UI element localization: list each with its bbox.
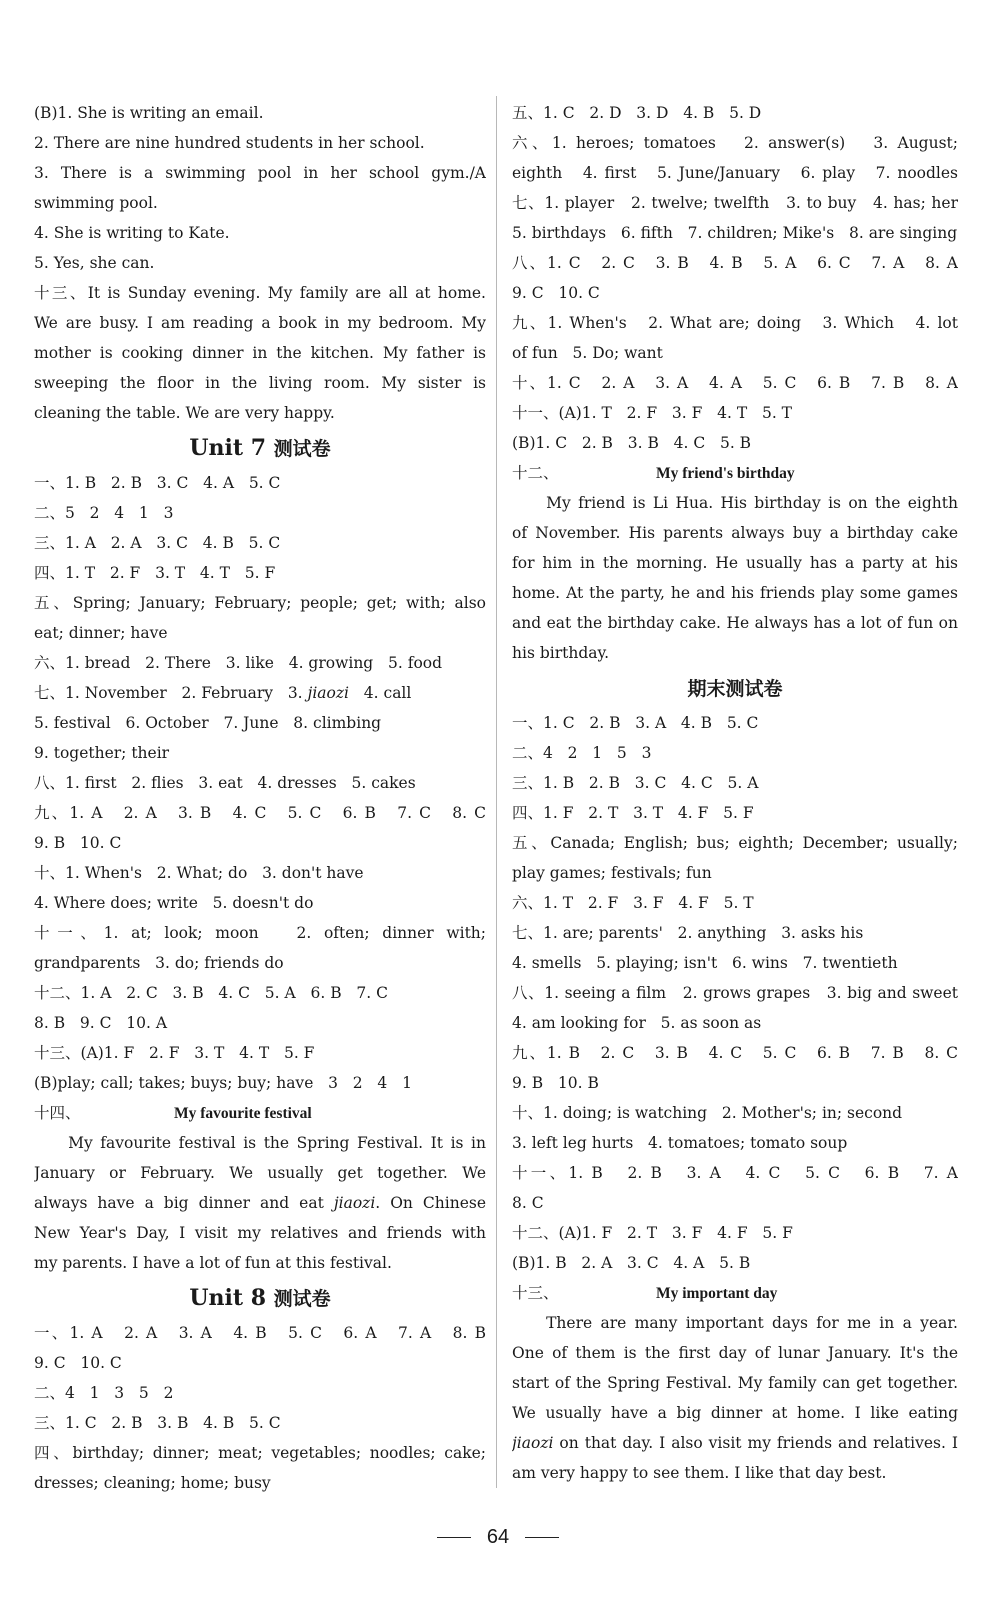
text-line-justified (512, 248, 958, 278)
text-segment: 二、4 1 3 5 2 (34, 1384, 174, 1402)
text-line (512, 398, 958, 428)
text-segment: 九、1. A 2. A 3. B 4. C 5. C 6. B 7. C 8. C (34, 804, 486, 822)
text-line (34, 738, 486, 768)
section-title-unit: Unit 7 (189, 435, 274, 461)
text-segment: 十三、It is Sunday evening. My family are all at home. (34, 284, 486, 302)
text-line (512, 278, 958, 308)
section-title (34, 428, 486, 468)
text-line (512, 948, 958, 978)
section-title (512, 668, 958, 708)
text-line (34, 888, 486, 918)
text-segment: home. At the party, he and his friends play some games (512, 584, 958, 602)
section-title-cn: 测试卷 (273, 438, 331, 460)
text-line (512, 428, 958, 458)
text-line (34, 398, 486, 428)
text-line (34, 678, 486, 708)
text-line-justified (34, 308, 486, 338)
text-line-justified (34, 158, 486, 188)
text-line-justified (512, 1308, 958, 1338)
text-segment: and eat the birthday cake. He always has a lot of fun on (512, 614, 958, 632)
text-line (34, 128, 486, 158)
text-line-justified (34, 918, 486, 948)
text-line (512, 1458, 958, 1488)
essay-title: My favourite festival (174, 1105, 312, 1122)
text-segment: of November. His parents always buy a birthday cake (512, 524, 958, 542)
text-line (512, 98, 958, 128)
text-segment: 七、1. are; parents' 2. anything 3. asks his (512, 924, 864, 942)
text-segment: (B)1. She is writing an email. (34, 104, 264, 122)
text-line (34, 1468, 486, 1498)
text-line (512, 218, 958, 248)
text-segment: 三、1. A 2. A 3. C 4. B 5. C (34, 534, 281, 552)
section-title (34, 1278, 486, 1318)
text-segment: 十、1. When's 2. What; do 3. don't have (34, 864, 364, 882)
text-line (34, 248, 486, 278)
text-segment: 一、1. A 2. A 3. A 4. B 5. C 6. A 7. A 8. B (34, 1324, 486, 1342)
text-line-justified (512, 308, 958, 338)
text-segment: . On Chinese (375, 1194, 486, 1212)
text-segment: 四、1. F 2. T 3. T 4. F 5. F (512, 804, 754, 822)
text-segment: We are busy. I am reading a book in my bedroom. My (34, 314, 486, 332)
text-line (34, 558, 486, 588)
left-column (34, 98, 486, 1498)
text-segment: (B)play; call; takes; buys; buy; have 3 2 4 1 (34, 1074, 412, 1092)
text-line-justified (512, 1368, 958, 1398)
text-line-justified (34, 1188, 486, 1218)
text-line (34, 948, 486, 978)
section-title-unit: Unit 8 (189, 1285, 274, 1311)
text-line-justified (512, 1158, 958, 1188)
text-segment: 5. Yes, she can. (34, 254, 155, 272)
text-line (34, 1248, 486, 1278)
text-segment: There are many important days for me in a year. (546, 1314, 958, 1332)
text-segment: (B)1. C 2. B 3. B 4. C 5. B (512, 434, 752, 452)
text-segment: 三、1. C 2. B 3. B 4. B 5. C (34, 1414, 281, 1432)
text-segment: cleaning the table. We are very happy. (34, 404, 335, 422)
text-line-justified (512, 1338, 958, 1368)
right-column (512, 98, 958, 1488)
text-segment: am very happy to see them. I like that day best. (512, 1464, 887, 1482)
text-segment: 4. smells 5. playing; isn't 6. wins 7. twentieth (512, 954, 898, 972)
text-line (512, 738, 958, 768)
text-line (34, 498, 486, 528)
text-line-justified (512, 368, 958, 398)
text-segment: 十二、1. A 2. C 3. B 4. C 5. A 6. B 7. C (34, 984, 388, 1002)
text-segment: January or February. We usually get together. We (34, 1164, 486, 1182)
text-segment: 四、birthday; dinner; meat; vegetables; noodles; cake; (34, 1444, 486, 1462)
italic-word: jiaozi (512, 1434, 554, 1452)
text-line (512, 798, 958, 828)
text-segment: 六、1. heroes; tomatoes 2. answer(s) 3. August; (512, 134, 958, 152)
text-segment: my parents. I have a lot of fun at this festival. (34, 1254, 392, 1272)
footer-dash-right (525, 1537, 559, 1538)
text-segment: 七、1. November 2. February 3. (34, 684, 308, 702)
text-line (512, 1098, 958, 1128)
essay-title: My important day (656, 1285, 778, 1302)
text-segment: New Year's Day, I visit my relatives and friends with (34, 1224, 486, 1242)
text-segment: 八、1. first 2. flies 3. eat 4. dresses 5. cakes (34, 774, 416, 792)
text-line-justified (512, 578, 958, 608)
text-segment: 四、1. T 2. F 3. T 4. T 5. F (34, 564, 276, 582)
text-segment: 4. call (349, 684, 412, 702)
text-segment: 九、1. B 2. C 3. B 4. C 5. C 6. B 7. B 8. C (512, 1044, 958, 1062)
text-segment: My friend is Li Hua. His birthday is on the eighth (546, 494, 958, 512)
text-segment: dresses; cleaning; home; busy (34, 1474, 271, 1492)
text-line (512, 1068, 958, 1098)
text-segment: 十一、1. B 2. B 3. A 4. C 5. C 6. B 7. A (512, 1164, 958, 1182)
text-segment: 9. together; their (34, 744, 170, 762)
essay-heading (34, 1098, 486, 1128)
essay-heading (512, 458, 958, 488)
text-line (512, 858, 958, 888)
text-segment: sweeping the floor in the living room. My sister is (34, 374, 486, 392)
text-line-justified (34, 338, 486, 368)
text-line (34, 1378, 486, 1408)
text-segment: 九、1. When's 2. What are; doing 3. Which 4. lot (512, 314, 958, 332)
text-line-justified (34, 1438, 486, 1468)
column-divider (496, 96, 497, 1488)
text-segment: 五、Canada; English; bus; eighth; December; usually; (512, 834, 958, 852)
page-number: 64 (486, 1526, 510, 1548)
text-segment: 2. There are nine hundred students in her school. (34, 134, 425, 152)
text-line (512, 768, 958, 798)
text-line-justified (512, 188, 958, 218)
text-line (34, 768, 486, 798)
text-line (34, 828, 486, 858)
text-segment: 3. left leg hurts 4. tomatoes; tomato soup (512, 1134, 848, 1152)
text-segment: 一、1. C 2. B 3. A 4. B 5. C (512, 714, 759, 732)
text-segment: 六、1. bread 2. There 3. like 4. growing 5. food (34, 654, 443, 672)
text-line (34, 858, 486, 888)
text-line (34, 708, 486, 738)
text-line-justified (512, 548, 958, 578)
text-line (512, 1218, 958, 1248)
text-segment: 4. Where does; write 5. doesn't do (34, 894, 314, 912)
section-title-cn: 测试卷 (273, 1288, 331, 1310)
text-segment: 8. C (512, 1194, 544, 1212)
text-line (34, 218, 486, 248)
text-segment: 五、Spring; January; February; people; get; with; also (34, 594, 486, 612)
text-segment: of fun 5. Do; want (512, 344, 663, 362)
text-segment: eat; dinner; have (34, 624, 168, 642)
section-title-cn: 期末测试卷 (687, 678, 783, 700)
text-line-justified (34, 588, 486, 618)
text-segment: 六、1. T 2. F 3. F 4. F 5. T (512, 894, 754, 912)
text-segment: One of them is the first day of lunar January. It's the (512, 1344, 958, 1362)
text-line-justified (34, 278, 486, 308)
text-segment: his birthday. (512, 644, 610, 662)
text-line (34, 618, 486, 648)
text-line (34, 1408, 486, 1438)
text-line-justified (512, 1038, 958, 1068)
text-segment: 9. B 10. B (512, 1074, 599, 1092)
text-line (512, 638, 958, 668)
text-segment: 三、1. B 2. B 3. C 4. C 5. A (512, 774, 759, 792)
text-segment: 十二、(A)1. F 2. T 3. F 4. F 5. F (512, 1224, 793, 1242)
text-line (34, 978, 486, 1008)
text-line (512, 338, 958, 368)
text-line-justified (512, 518, 958, 548)
essay-number: 十三、 (512, 1284, 559, 1302)
text-segment: 4. am looking for 5. as soon as (512, 1014, 762, 1032)
text-line-justified (34, 368, 486, 398)
italic-word: jiaozi (307, 684, 350, 702)
essay-number: 十二、 (512, 464, 559, 482)
text-segment: on that day. I also visit my friends and relatives. I (553, 1434, 958, 1452)
text-line (512, 888, 958, 918)
text-segment: swimming pool. (34, 194, 158, 212)
italic-word: jiaozi (333, 1194, 376, 1212)
text-segment: 五、1. C 2. D 3. D 4. B 5. D (512, 104, 762, 122)
text-segment: 二、5 2 4 1 3 (34, 504, 174, 522)
text-line (34, 1348, 486, 1378)
text-line (512, 918, 958, 948)
text-segment: always have a big dinner and eat (34, 1194, 334, 1212)
text-line-justified (512, 978, 958, 1008)
footer-dash-left (437, 1537, 471, 1538)
essay-heading (512, 1278, 958, 1308)
text-segment: 9. C 10. C (512, 284, 600, 302)
text-line (34, 528, 486, 558)
text-line-justified (512, 488, 958, 518)
page-footer (0, 1526, 996, 1549)
text-segment: eighth 4. first 5. June/January 6. play 7. noodles (512, 164, 958, 182)
text-segment: 3. There is a swimming pool in her school gym./A (34, 164, 486, 182)
text-line (34, 1008, 486, 1038)
text-line-justified (34, 1218, 486, 1248)
text-segment: 4. She is writing to Kate. (34, 224, 230, 242)
text-line-justified (512, 128, 958, 158)
text-segment: 8. B 9. C 10. A (34, 1014, 168, 1032)
text-segment: 5. birthdays 6. fifth 7. children; Mike's 8. are singing (512, 224, 958, 242)
text-line-justified (34, 1158, 486, 1188)
text-line (512, 1008, 958, 1038)
text-segment: for him in the morning. He usually has a party at his (512, 554, 958, 572)
text-segment: 9. B 10. C (34, 834, 122, 852)
text-segment: 十一、1. at; look; moon 2. often; dinner with; (34, 924, 486, 942)
text-line (34, 188, 486, 218)
text-segment: We usually have a big dinner at home. I like eating (512, 1404, 958, 1422)
text-segment: 一、1. B 2. B 3. C 4. A 5. C (34, 474, 281, 492)
text-segment: mother is cooking dinner in the kitchen. My father is (34, 344, 486, 362)
text-segment: 八、1. C 2. C 3. B 4. B 5. A 6. C 7. A 8. A (512, 254, 958, 272)
text-line (512, 1248, 958, 1278)
essay-title: My friend's birthday (656, 465, 795, 482)
text-line-justified (512, 1428, 958, 1458)
text-segment: 二、4 2 1 5 3 (512, 744, 652, 762)
text-line-justified (34, 1128, 486, 1158)
text-line (34, 468, 486, 498)
text-segment: 八、1. seeing a film 2. grows grapes 3. big and sweet (512, 984, 958, 1002)
text-line (34, 648, 486, 678)
text-segment: 十、1. doing; is watching 2. Mother's; in; second (512, 1104, 903, 1122)
text-line (34, 98, 486, 128)
text-segment: grandparents 3. do; friends do (34, 954, 284, 972)
text-segment: play games; festivals; fun (512, 864, 712, 882)
text-line-justified (34, 798, 486, 828)
text-line-justified (512, 608, 958, 638)
text-segment: My favourite festival is the Spring Festival. It is in (68, 1134, 486, 1152)
essay-number: 十四、 (34, 1104, 81, 1122)
text-segment: (B)1. B 2. A 3. C 4. A 5. B (512, 1254, 751, 1272)
text-segment: 十、1. C 2. A 3. A 4. A 5. C 6. B 7. B 8. A (512, 374, 958, 392)
text-line (34, 1038, 486, 1068)
text-line (512, 708, 958, 738)
text-segment: start of the Spring Festival. My family can get together. (512, 1374, 958, 1392)
text-segment: 七、1. player 2. twelve; twelfth 3. to buy 4. has; her (512, 194, 958, 212)
text-segment: 5. festival 6. October 7. June 8. climbing (34, 714, 382, 732)
text-line-justified (512, 1398, 958, 1428)
text-line (512, 1128, 958, 1158)
text-segment: 9. C 10. C (34, 1354, 122, 1372)
text-segment: 十一、(A)1. T 2. F 3. F 4. T 5. T (512, 404, 793, 422)
text-line-justified (512, 158, 958, 188)
text-line (34, 1068, 486, 1098)
text-line-justified (34, 1318, 486, 1348)
text-segment: 十三、(A)1. F 2. F 3. T 4. T 5. F (34, 1044, 315, 1062)
text-line (512, 1188, 958, 1218)
text-line-justified (512, 828, 958, 858)
